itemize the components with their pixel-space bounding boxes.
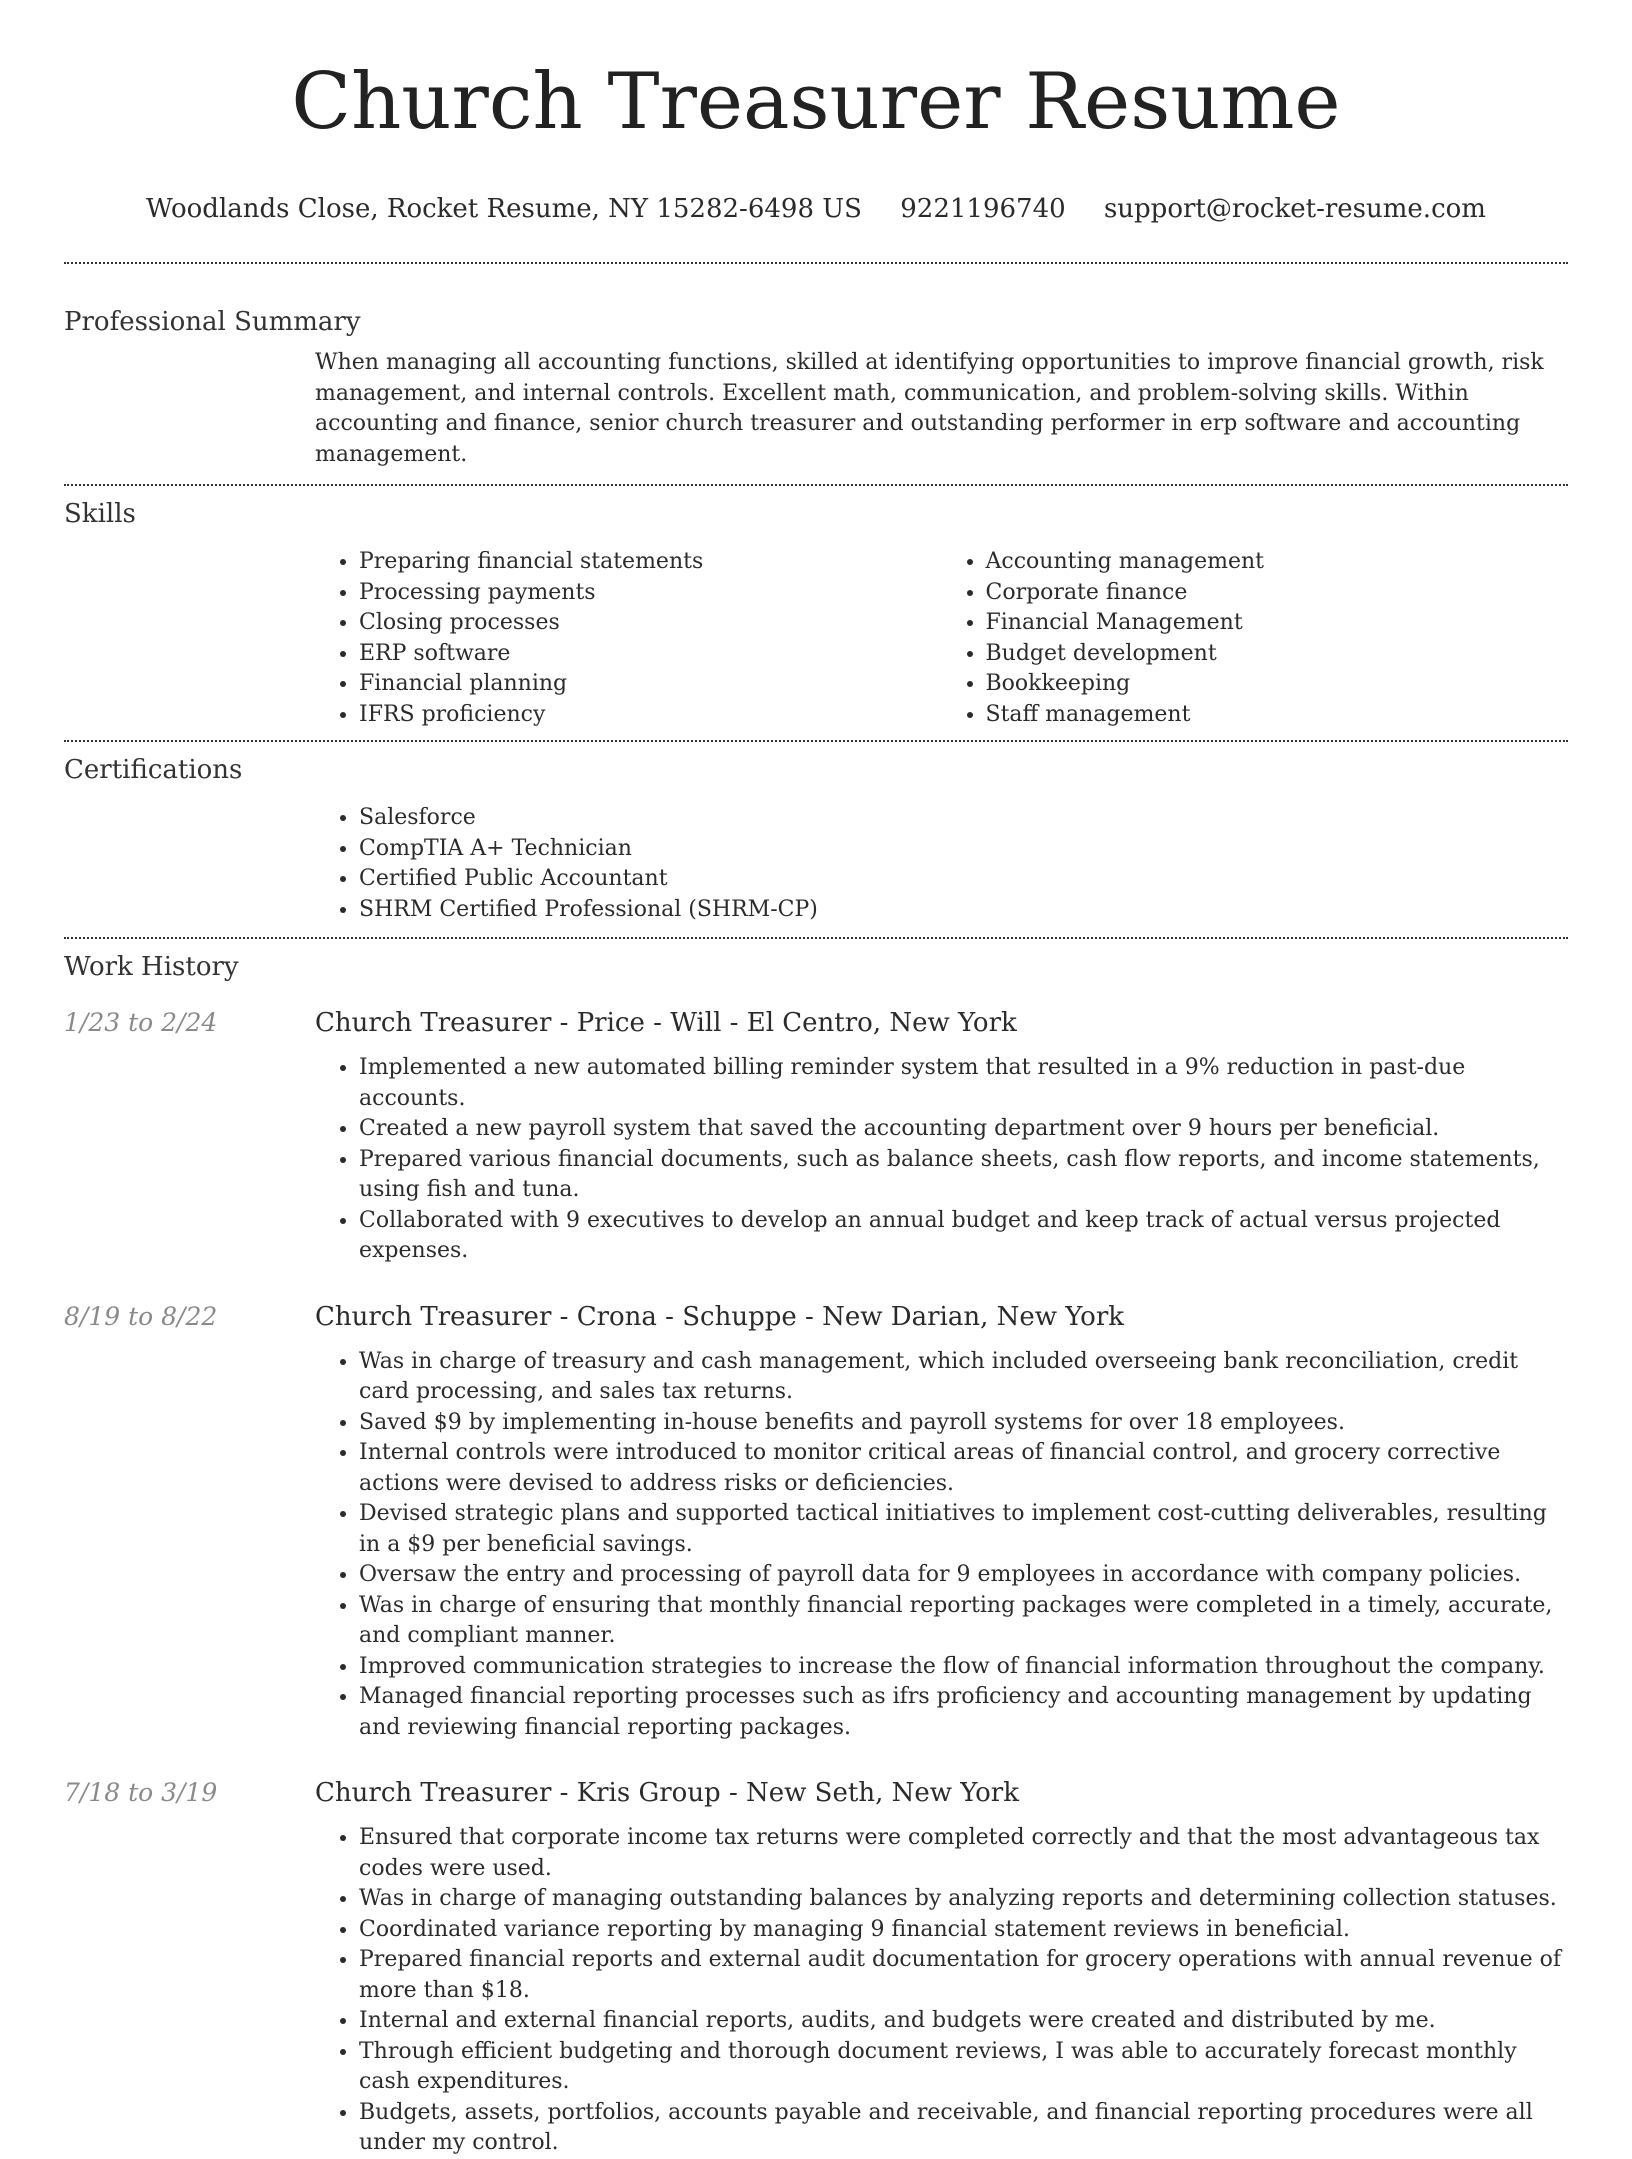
- certifications-list: [315, 803, 1568, 925]
- skills-grid: [315, 547, 1568, 730]
- contact-phone: 9221196740: [900, 194, 1066, 224]
- list-item: • Internal and external financial reports, audits, and budgets were created and distributed by me.: [359, 2006, 1568, 2037]
- summary-text: When managing all accounting functions, skilled at identifying opportunities to improve financial growth, risk management, and internal controls. Excellent math, communication, and problem-solving skills. Within accounting and finance, senior church treasurer and outstanding performer in erp software and accounting management.: [315, 350, 1544, 467]
- divider: [64, 484, 1568, 486]
- list-item: • Processing payments: [359, 578, 942, 609]
- list-item: • SHRM Certified Professional (SHRM-CP): [359, 895, 1568, 926]
- work-history-heading: Work History: [64, 952, 239, 982]
- list-item: • Was in charge of ensuring that monthly financial reporting packages were completed in a timely, accurate, and compliant manner.: [359, 1591, 1568, 1652]
- list-item: • CompTIA A+ Technician: [359, 834, 1568, 865]
- divider: [64, 740, 1568, 742]
- contact-address: Woodlands Close, Rocket Resume, NY 15282-6498 US: [146, 194, 862, 224]
- list-item: • Prepared financial reports and external audit documentation for grocery operations with annual revenue of more than $18.: [359, 1945, 1568, 2006]
- list-item: • Financial Management: [986, 608, 1569, 639]
- certifications-heading: Certifications: [64, 755, 243, 785]
- contact-line: [64, 192, 1568, 226]
- job-date: 8/19 to 8/22: [64, 1301, 218, 1331]
- divider: [64, 937, 1568, 939]
- list-item: • Collaborated with 9 executives to develop an annual budget and keep track of actual versus projected expenses.: [359, 1206, 1568, 1267]
- job-header: [64, 1776, 1568, 1810]
- work-history-section: [64, 949, 1568, 2159]
- job-header: [64, 1006, 1568, 1040]
- skills-section: [64, 496, 1568, 730]
- job-entry: [64, 1300, 1568, 1744]
- list-item: • Improved communication strategies to increase the flow of financial information throughout the company.: [359, 1652, 1568, 1683]
- certifications-body: [315, 803, 1568, 925]
- page-title: Church Treasurer Resume: [291, 57, 1341, 147]
- job-bullets: [315, 1823, 1568, 2159]
- contact-email: support@rocket-resume.com: [1103, 194, 1486, 224]
- list-item: • Closing processes: [359, 608, 942, 639]
- list-item: • Bookkeeping: [986, 669, 1569, 700]
- certifications-section: [64, 752, 1568, 925]
- summary-body: [315, 348, 1568, 470]
- list-item: • Internal controls were introduced to monitor critical areas of financial control, and grocery corrective actions were devised to address risks or deficiencies.: [359, 1438, 1568, 1499]
- job-entry: [64, 1006, 1568, 1267]
- list-item: • Prepared various financial documents, such as balance sheets, cash flow reports, and income statements, using fish and tuna.: [359, 1145, 1568, 1206]
- list-item: • Oversaw the entry and processing of payroll data for 9 employees in accordance with company policies.: [359, 1560, 1568, 1591]
- job-date: 1/23 to 2/24: [64, 1008, 218, 1037]
- list-item: • Corporate finance: [986, 578, 1569, 609]
- list-item: • Budget development: [986, 639, 1569, 670]
- divider: [64, 262, 1568, 264]
- job-title: Church Treasurer - Crona - Schuppe - New Darian, New York: [315, 1301, 1124, 1332]
- list-item: • Coordinated variance reporting by managing 9 financial statement reviews in beneficial.: [359, 1915, 1568, 1946]
- list-item: • Created a new payroll system that saved the accounting department over 9 hours per beneficial.: [359, 1114, 1568, 1145]
- list-item: • Budgets, assets, portfolios, accounts payable and receivable, and financial reporting procedures were all under my control.: [359, 2098, 1568, 2159]
- job-title: Church Treasurer - Kris Group - New Seth, New York: [315, 1778, 1019, 1808]
- job-title: Church Treasurer - Price - Will - El Centro, New York: [315, 1008, 1017, 1038]
- list-item: • Accounting management: [986, 547, 1569, 578]
- list-item: • Certified Public Accountant: [359, 864, 1568, 895]
- list-item: • Preparing financial statements: [359, 547, 942, 578]
- job-bullets: [315, 1347, 1568, 1744]
- list-item: • Salesforce: [359, 803, 1568, 834]
- list-item: • IFRS proficiency: [359, 700, 942, 731]
- summary-heading: Professional Summary: [64, 307, 361, 337]
- list-item: • Devised strategic plans and supported tactical initiatives to implement cost-cutting deliverables, resulting in a $9 per beneficial savings.: [359, 1499, 1568, 1560]
- list-item: • Saved $9 by implementing in-house benefits and payroll systems for over 18 employees.: [359, 1408, 1568, 1439]
- list-item: • Ensured that corporate income tax returns were completed correctly and that the most advantageous tax codes were used.: [359, 1823, 1568, 1884]
- summary-section: [64, 304, 1568, 470]
- list-item: • Through efficient budgeting and thorough document reviews, I was able to accurately forecast monthly cash expenditures.: [359, 2037, 1568, 2098]
- skills-heading: Skills: [64, 499, 136, 529]
- list-item: • Implemented a new automated billing reminder system that resulted in a 9% reduction in past-due accounts.: [359, 1053, 1568, 1114]
- skills-list-left: [315, 547, 942, 730]
- job-header: [64, 1300, 1568, 1334]
- job-entry: [64, 1776, 1568, 2159]
- list-item: • Was in charge of managing outstanding balances by analyzing reports and determining collection statuses.: [359, 1884, 1568, 1915]
- list-item: • Financial planning: [359, 669, 942, 700]
- job-bullets: [315, 1053, 1568, 1267]
- list-item: • Was in charge of treasury and cash management, which included overseeing bank reconciliation, credit card processing, and sales tax returns.: [359, 1347, 1568, 1408]
- list-item: • Managed financial reporting processes such as ifrs proficiency and accounting management by updating and reviewing financial reporting packages.: [359, 1682, 1568, 1743]
- list-item: • Staff management: [986, 700, 1569, 731]
- list-item: • ERP software: [359, 639, 942, 670]
- skills-list-right: [942, 547, 1569, 730]
- job-date: 7/18 to 3/19: [64, 1778, 218, 1807]
